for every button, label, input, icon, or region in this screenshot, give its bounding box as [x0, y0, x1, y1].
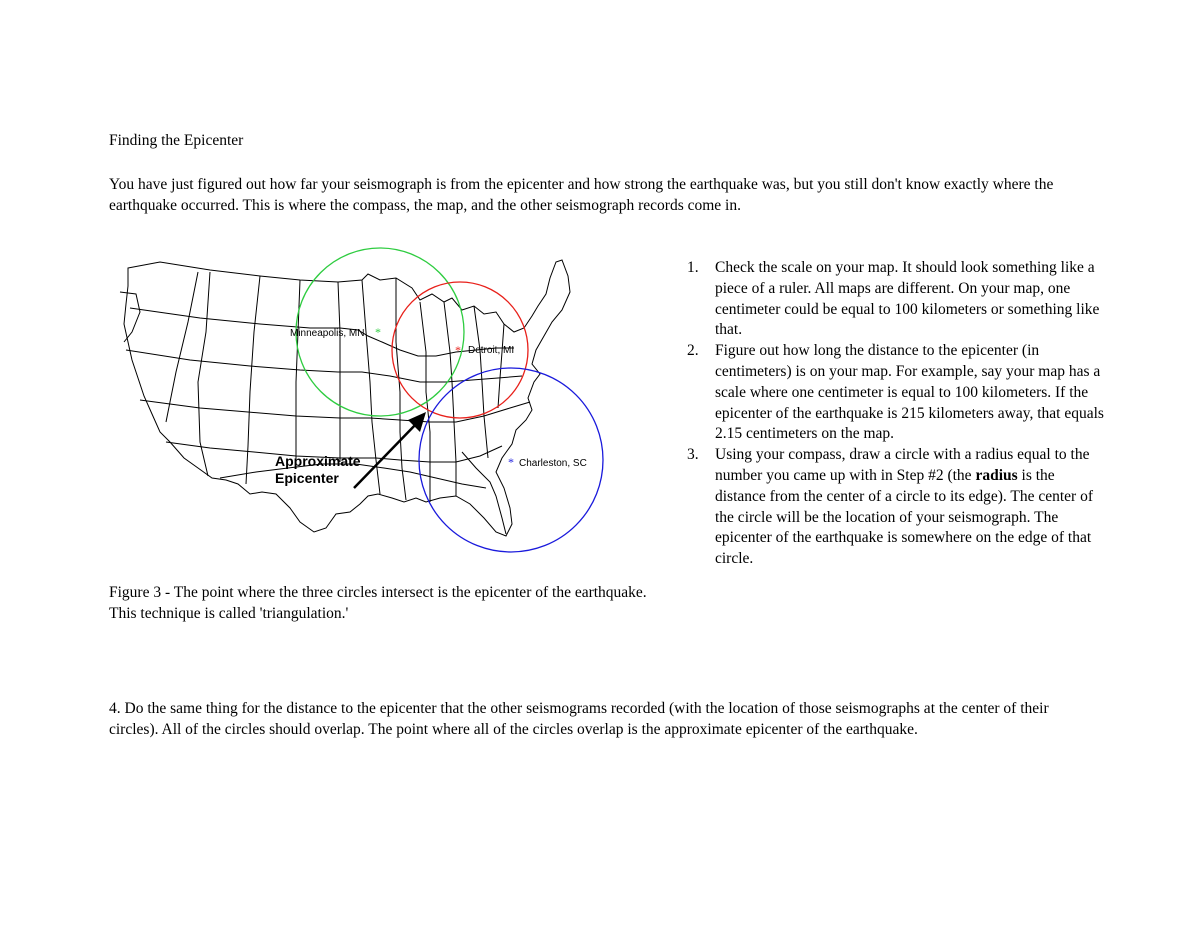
figure-caption: Figure 3 - The point where the three circles intersect is the epicenter of the earthquake. This technique is called 'triangulation.'	[109, 584, 647, 622]
svg-text:*: *	[375, 325, 381, 339]
svg-text:*: *	[455, 343, 461, 357]
step-number: 3.	[687, 446, 699, 464]
minneapolis-marker	[290, 325, 381, 339]
charleston-marker	[508, 455, 587, 469]
us-map-outline	[120, 260, 570, 536]
detroit-marker	[455, 343, 514, 357]
approximate-epicenter-arrow	[354, 412, 426, 488]
intro-paragraph: You have just figured out how far your seismograph is from the epicenter and how strong the earthquake was, but you still don't know exactly where the earthquake occurred. This is where the compass, the map, and the other seismograph records come in.	[109, 176, 1054, 214]
step-text: Check the scale on your map. It should look something like a piece of a ruler. All maps are different. On your map, one centimeter could be equal to 100 kilometers or something like that.	[715, 259, 1100, 339]
list-item	[687, 445, 1107, 570]
charleston-label: Charleston, SC	[519, 458, 587, 469]
page-title: Finding the Epicenter	[109, 132, 244, 149]
step-number: 1.	[687, 259, 699, 276]
minneapolis-label: Minneapolis, MN	[290, 328, 365, 339]
radius-term: radius	[975, 466, 1018, 484]
approximate-label: Approximate	[275, 453, 361, 469]
epicenter-label: Epicenter	[275, 470, 339, 486]
step-text: Using your compass, draw a circle with a radius equal to the number you came up with in Step #2 (the radius is the distance from the center of a circle to its edge). The center of the circle will be the location of your seismograph. The epicenter of the earthquake is somewhere on the edge of that circle.	[715, 446, 1093, 568]
step-number: 2.	[687, 342, 699, 360]
list-item	[687, 341, 1107, 445]
epicenter-map-figure	[100, 232, 625, 562]
step-text: Figure out how long the distance to the epicenter (in centimeters) is on your map. For example, say your map has a scale where one centimeter is equal to 100 kilometers. If the epicenter of the earthquake is 215 kilometers away, that equals 2.15 centimeters on the map.	[715, 342, 1104, 443]
steps-list	[687, 258, 1107, 570]
step-4-paragraph: 4. Do the same thing for the distance to the epicenter that the other seismograms recorded (with the location of those seismographs at the center of their circles). All of the circles should overlap. The point where all of the circles overlap is the approximate epicenter of the earthquake.	[109, 700, 1049, 738]
svg-text:*: *	[508, 455, 514, 469]
detroit-label: Detroit, MI	[468, 345, 515, 356]
list-item	[687, 258, 1107, 341]
